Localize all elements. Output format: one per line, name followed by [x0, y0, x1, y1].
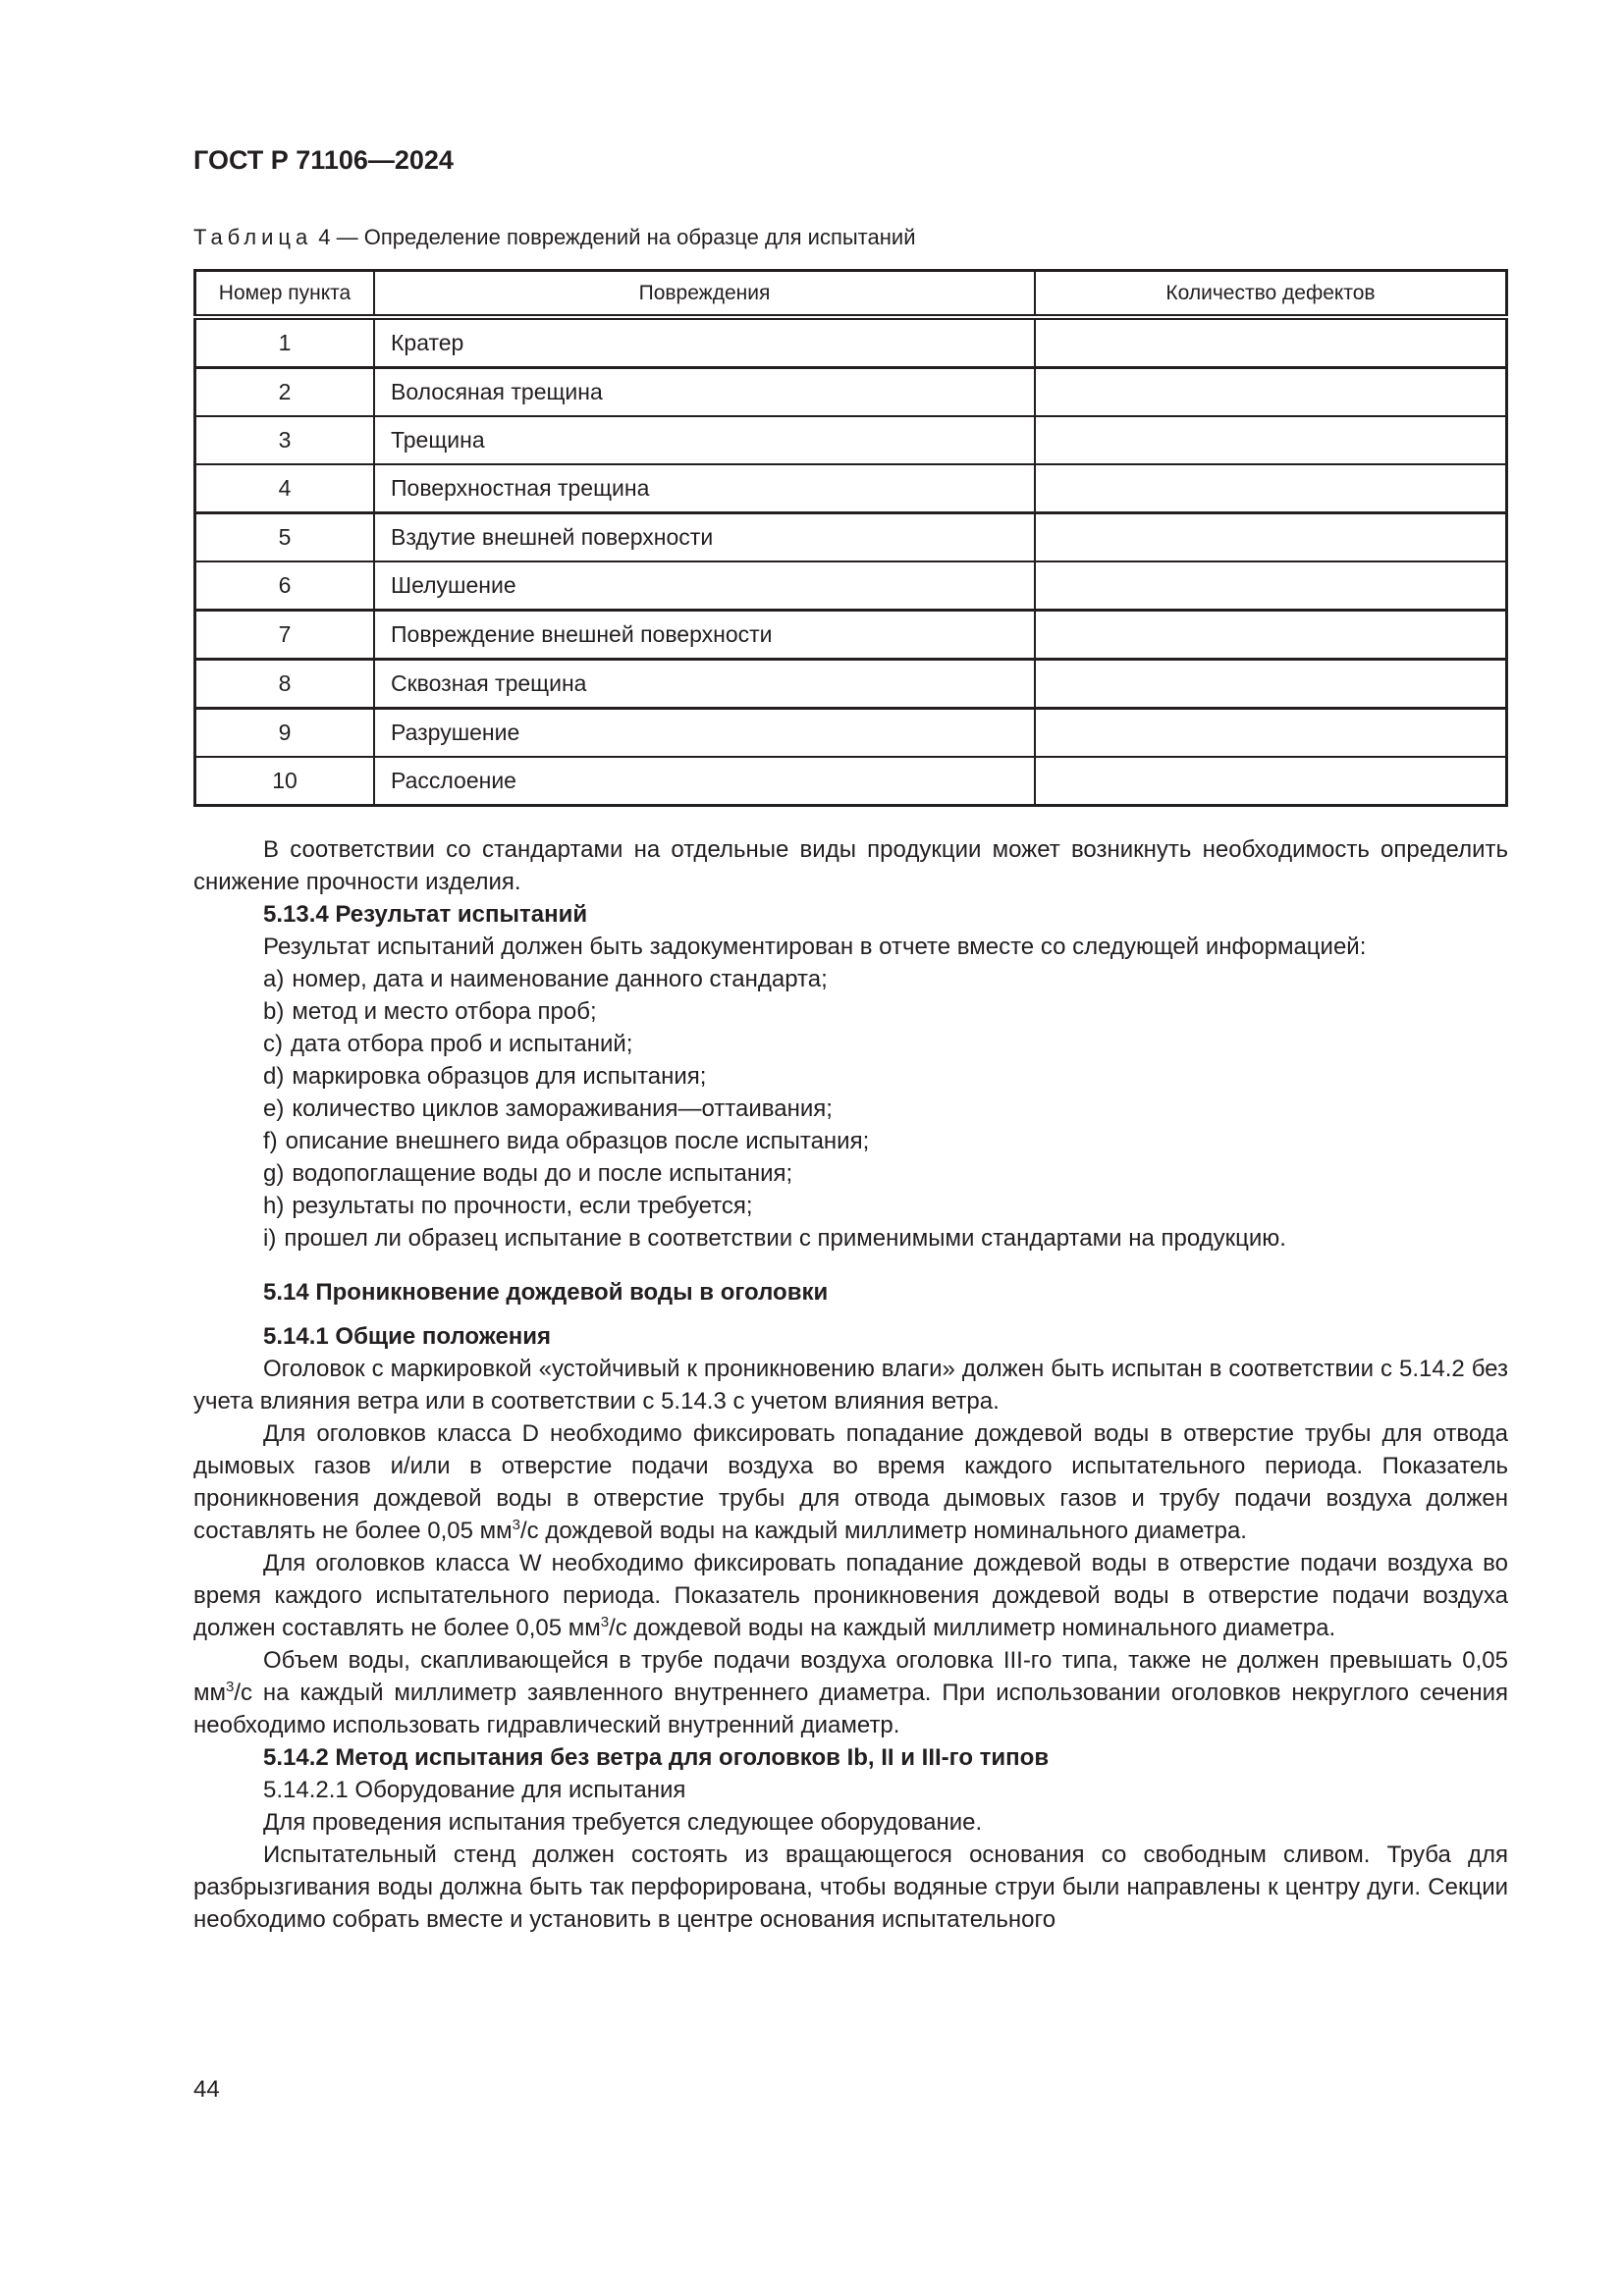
section-heading-5-14: 5.14 Проникновение дождевой воды в оголовки: [263, 1279, 829, 1306]
list-item-text: метод и место отбора проб;: [292, 998, 597, 1025]
table-row: [195, 513, 1507, 562]
section-heading-5-14-1: 5.14.1 Общие положения: [263, 1323, 552, 1350]
table-row: [195, 660, 1507, 709]
list-item-text: маркировка образцов для испытания;: [292, 1063, 707, 1090]
table-caption-label: Таблица: [193, 225, 313, 249]
list-item-text: водопоглащение воды до и после испытания;: [292, 1160, 793, 1187]
paragraph-class-w-text-end: /с дождевой воды на каждый миллиметр номинального диаметра.: [609, 1615, 1336, 1641]
row-defect-count: [1035, 561, 1507, 611]
table-row: [195, 464, 1507, 513]
table-header-row: [195, 271, 1507, 318]
paragraph-result: Результат испытаний должен быть задокументирован в отчете вместе со следующей информацией:: [263, 934, 1367, 960]
row-damage: Сквозная трещина: [374, 660, 1035, 709]
table-caption: [193, 225, 915, 250]
section-heading-5-14-2: 5.14.2 Метод испытания без ветра для оголовков Ib, II и III-го типов: [263, 1744, 1050, 1771]
list-marker: b): [263, 998, 285, 1025]
table-row: [195, 709, 1507, 758]
row-damage: Повреждение внешней поверхности: [374, 611, 1035, 660]
paragraph-volume-text-end: /с на каждый миллиметр заявленного внутреннего диаметра. При использовании оголовков некруглого сечения необходимо использовать гидравлический внутренний диаметр.: [193, 1680, 1508, 1738]
row-damage: Разрушение: [374, 709, 1035, 758]
superscript-cubed: 3: [512, 1517, 520, 1533]
section-heading-5-13-4: 5.13.4 Результат испытаний: [263, 901, 588, 928]
table-row: [195, 317, 1507, 368]
list-item-text: результаты по прочности, если требуется;: [292, 1193, 753, 1219]
list-marker: d): [263, 1063, 285, 1090]
row-number: 4: [195, 464, 375, 513]
list-item: [193, 1125, 1508, 1157]
paragraph-class-d-text-end: /с дождевой воды на каждый миллиметр номинального диаметра.: [519, 1518, 1247, 1544]
row-defect-count: [1035, 317, 1507, 368]
body-text: [193, 833, 1508, 1936]
row-defect-count: [1035, 513, 1507, 562]
defects-table: [193, 269, 1508, 807]
table-row: [195, 561, 1507, 611]
row-damage: Трещина: [374, 416, 1035, 464]
row-defect-count: [1035, 368, 1507, 417]
list-item: [193, 963, 1508, 995]
paragraph-class-d-text: Для оголовков класса D необходимо фиксировать попадание дождевой воды в отверстие трубы для отвода дымовых газов и/или в отверстие подачи воздуха во время каждого испытательного периода. Показатель проникновения дождевой воды в отверстие трубы для отвода дымовых газов и трубу подачи воздуха должен составлять не более 0,05 мм: [193, 1420, 1508, 1544]
list-item-text: прошел ли образец испытание в соответствии с применимыми стандартами на продукцию.: [284, 1225, 1286, 1252]
row-number: 5: [195, 513, 375, 562]
subsection-5-14-2-1: 5.14.2.1 Оборудование для испытания: [263, 1777, 686, 1803]
row-defect-count: [1035, 757, 1507, 806]
paragraph-volume: [193, 1644, 1508, 1741]
superscript-cubed: 3: [600, 1614, 610, 1630]
row-damage: Поверхностная трещина: [374, 464, 1035, 513]
list-marker: c): [263, 1031, 283, 1057]
table-row: [195, 611, 1507, 660]
row-number: 6: [195, 561, 375, 611]
list-item: [193, 1093, 1508, 1125]
page-number: 44: [193, 2076, 220, 2103]
paragraph-class-w: [193, 1547, 1508, 1644]
row-number: 2: [195, 368, 375, 417]
paragraph-test-stand: Испытательный стенд должен состоять из вращающегося основания со свободным сливом. Труба для разбрызгивания воды должна быть так перфорирована, чтобы водяные струи были направлены к центру дуги. Секции необходимо собрать вместе и установить в центре основания испытательного: [193, 1842, 1508, 1933]
list-item-text: количество циклов замораживания—оттаивания;: [292, 1095, 833, 1122]
column-header-damage: Повреждения: [374, 271, 1035, 318]
row-number: 8: [195, 660, 375, 709]
table-row: [195, 368, 1507, 417]
table-row: [195, 757, 1507, 806]
list-marker: g): [263, 1160, 285, 1187]
superscript-cubed: 3: [226, 1679, 235, 1695]
table-row: [195, 416, 1507, 464]
row-damage: Кратер: [374, 317, 1035, 368]
row-damage: Вздутие внешней поверхности: [374, 513, 1035, 562]
list-marker: f): [263, 1128, 278, 1154]
list-item-text: номер, дата и наименование данного стандарта;: [292, 966, 828, 992]
row-number: 9: [195, 709, 375, 758]
table-caption-title: 4 — Определение повреждений на образце для испытаний: [318, 225, 916, 249]
row-number: 1: [195, 317, 375, 368]
list-marker: h): [263, 1193, 285, 1219]
column-header-number: Номер пункта: [195, 271, 375, 318]
list-item: [193, 1222, 1508, 1255]
row-number: 7: [195, 611, 375, 660]
list-marker: a): [263, 966, 285, 992]
row-number: 10: [195, 757, 375, 806]
column-header-defect-count: Количество дефектов: [1035, 271, 1507, 318]
row-defect-count: [1035, 416, 1507, 464]
list-marker: e): [263, 1095, 285, 1122]
row-defect-count: [1035, 611, 1507, 660]
row-defect-count: [1035, 660, 1507, 709]
paragraph-strength-reduction: В соответствии со стандартами на отдельные виды продукции может возникнуть необходимость определить снижение прочности изделия.: [193, 836, 1508, 895]
list-item: [193, 1190, 1508, 1222]
paragraph-general: Оголовок с маркировкой «устойчивый к проникновению влаги» должен быть испытан в соответствии с 5.14.2 без учета влияния ветра или в соответствии с 5.14.3 с учетом влияния ветра.: [193, 1356, 1508, 1415]
row-defect-count: [1035, 709, 1507, 758]
row-damage: Расслоение: [374, 757, 1035, 806]
document-code-header: ГОСТ Р 71106—2024: [193, 145, 454, 175]
list-item: [193, 1028, 1508, 1060]
row-defect-count: [1035, 464, 1507, 513]
paragraph-class-d: [193, 1417, 1508, 1547]
paragraph-equipment: Для проведения испытания требуется следующее оборудование.: [263, 1809, 983, 1836]
list-item: [193, 1060, 1508, 1093]
list-item: [193, 1157, 1508, 1190]
list-item-text: дата отбора проб и испытаний;: [291, 1031, 633, 1057]
row-number: 3: [195, 416, 375, 464]
list-marker: i): [263, 1225, 277, 1252]
paragraph-class-w-text: Для оголовков класса W необходимо фиксировать попадание дождевой воды в отверстие подачи воздуха во время каждого испытательного периода. Показатель проникновения дождевой воды в отверстие подачи воздуха должен составлять не более 0,05 мм: [193, 1550, 1508, 1641]
row-damage: Шелушение: [374, 561, 1035, 611]
list-item: [193, 995, 1508, 1028]
row-damage: Волосяная трещина: [374, 368, 1035, 417]
list-item-text: описание внешнего вида образцов после испытания;: [285, 1128, 870, 1154]
paragraph-volume-text: Объем воды, скапливающейся в трубе подачи воздуха оголовка III-го типа, также не должен превышать 0,05 мм: [193, 1647, 1508, 1706]
